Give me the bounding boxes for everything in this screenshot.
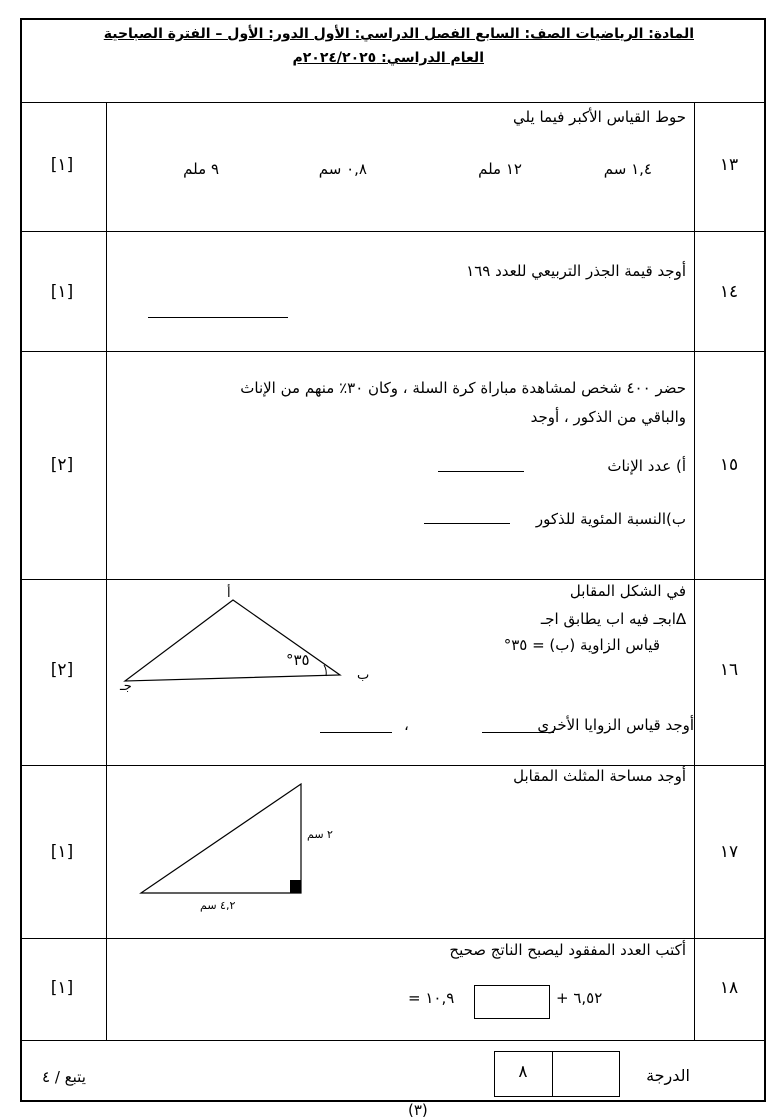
comma: ، xyxy=(404,716,409,734)
option-4[interactable]: ٩ ملم xyxy=(183,160,219,178)
part-b-label: ب)النسبة المئوية للذكور xyxy=(535,510,686,528)
question-text: أوجد مساحة المثلث المقابل xyxy=(513,767,686,785)
answer-blank-1[interactable] xyxy=(482,732,554,733)
right-angle-marker xyxy=(290,880,301,893)
question-mark: [٢] xyxy=(50,660,74,680)
answer-blank[interactable] xyxy=(148,317,288,318)
question-mark: [٢] xyxy=(50,455,74,475)
answer-blank-b[interactable] xyxy=(424,523,510,524)
grade-label: الدرجة xyxy=(646,1066,690,1085)
angle-arc xyxy=(324,665,326,676)
follow-note: يتبع / ٤ xyxy=(42,1068,86,1086)
row-divider xyxy=(20,938,766,939)
question-number: ١٦ xyxy=(719,660,739,680)
question-number: ١٨ xyxy=(719,978,739,998)
answer-blank-a[interactable] xyxy=(438,471,524,472)
angle-label: ٣٥° xyxy=(286,651,310,669)
vertex-label-c: جـ xyxy=(120,679,132,694)
header-line-2: العام الدراسي: ٢٠٢٤/٢٠٢٥م xyxy=(292,50,484,66)
question-mark: [١] xyxy=(50,155,74,175)
missing-number-box[interactable] xyxy=(474,985,550,1019)
grade-box-divider xyxy=(552,1051,553,1097)
equation-right: = ١٠,٩ xyxy=(408,989,455,1007)
height-label: ٢ سم xyxy=(307,828,333,841)
vertex-label-b: ب xyxy=(357,668,370,683)
part-a-label: أ) عدد الإناث xyxy=(607,457,686,475)
row-divider xyxy=(20,765,766,766)
triangle-shape xyxy=(141,784,301,893)
question-text-line-2: والباقي من الذكور ، أوجد xyxy=(530,408,686,426)
question-mark: [١] xyxy=(50,978,74,998)
isosceles-triangle-figure xyxy=(110,585,390,705)
question-number: ١٧ xyxy=(719,842,739,862)
question-text-line-1: في الشكل المقابل xyxy=(569,582,686,600)
right-triangle-figure xyxy=(135,780,310,900)
option-1[interactable]: ١,٤ سم xyxy=(603,160,652,178)
table-top-border xyxy=(20,102,766,103)
base-label: ٤,٢ سم xyxy=(200,899,236,912)
page-number: (٣) xyxy=(408,1101,428,1119)
option-3[interactable]: ٠,٨ سم xyxy=(318,160,367,178)
row-divider xyxy=(20,351,766,352)
question-text-line-3: قياس الزاوية (ب) = ٣٥° xyxy=(503,636,660,654)
equation-left: + ٦,٥٢ xyxy=(556,989,603,1007)
page-frame xyxy=(20,18,766,1102)
question-mark: [١] xyxy=(50,842,74,862)
question-text-line-4: أوجد قياس الزوايا الأخرى xyxy=(537,716,694,734)
question-number: ١٤ xyxy=(719,282,739,302)
question-number: ١٥ xyxy=(719,455,739,475)
option-2[interactable]: ١٢ ملم xyxy=(478,160,522,178)
question-text: أوجد قيمة الجذر التربيعي للعدد ١٦٩ xyxy=(466,262,686,280)
grade-total: ٨ xyxy=(518,1062,528,1082)
row-divider xyxy=(20,579,766,580)
question-text-line-1: حضر ٤٠٠ شخص لمشاهدة مباراة كرة السلة ، وكان ٣٠٪ منهم من الإناث xyxy=(240,379,686,397)
question-text: حوط القياس الأكبر فيما يلي xyxy=(513,108,686,126)
vertex-label-a: أ xyxy=(227,586,231,601)
question-text: أكتب العدد المفقود ليصبح الناتج صحيح xyxy=(449,941,686,959)
table-bottom-border xyxy=(20,1040,766,1041)
header-line-1: المادة: الرياضيات الصف: السابع الفصل الدراسي: الأول الدور: الأول – الفترة الصباحية xyxy=(103,26,694,42)
question-mark: [١] xyxy=(50,282,74,302)
question-number: ١٣ xyxy=(719,155,739,175)
answer-blank-2[interactable] xyxy=(320,732,392,733)
question-text-line-2: ∆ابجـ فيه اب يطابق اجـ xyxy=(540,610,686,628)
column-divider-number xyxy=(694,102,695,1040)
row-divider xyxy=(20,231,766,232)
column-divider-marks xyxy=(106,102,107,1040)
